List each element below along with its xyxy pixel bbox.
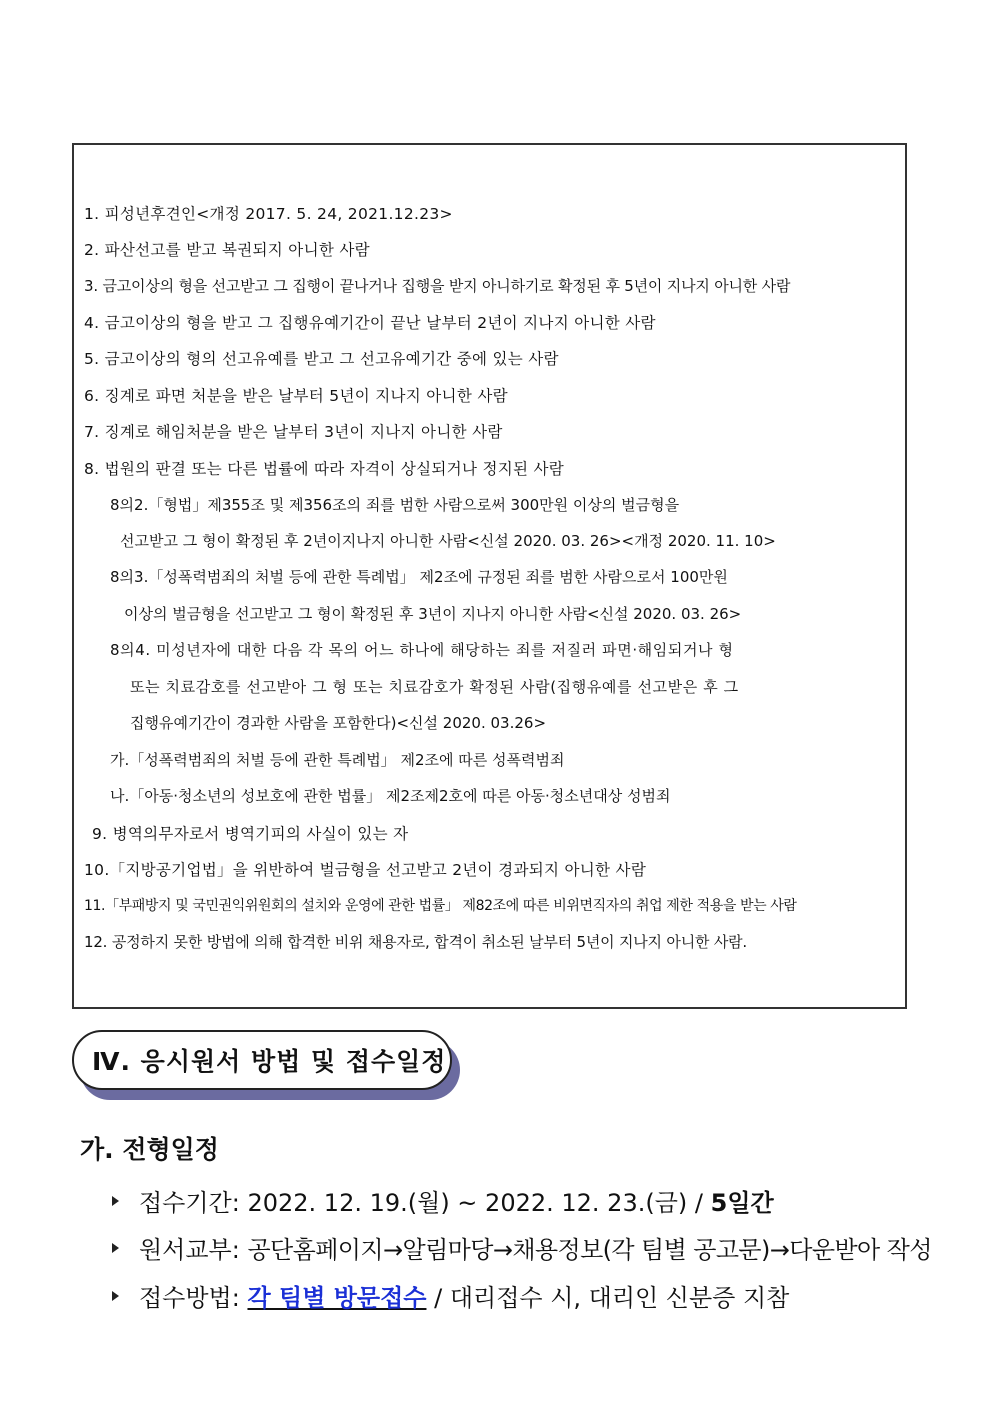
box-line-10: 10.「지방공기업법」을 위반하여 벌금형을 선고받고 2년이 경과되지 아니한 사람 <box>84 861 647 879</box>
heading-pill <box>72 1030 452 1090</box>
box-line-12: 12. 공정하지 못한 방법에 의해 합격한 비위 채용자로, 합격이 취소된 날부터 5년이 지나지 아니한 사람. <box>84 933 748 951</box>
bullet-reception-period <box>112 1183 774 1218</box>
triangle-bullet-icon <box>112 1196 119 1206</box>
bullet-bold: 5일간 <box>710 1189 774 1217</box>
box-line-3: 3. 금고이상의 형을 선고받고 그 집행이 끝나거나 집행을 받지 아니하기로 확정된 후 5년이 지나지 아니한 사람 <box>84 277 791 295</box>
bullet-highlight: 각 팀별 방문접수 <box>247 1284 427 1312</box>
box-line-8-2a: 8의2.「형법」제355조 및 제356조의 죄를 범한 사람으로써 300만원 이상의 벌금형을 <box>110 496 680 514</box>
box-line-11: 11.「부패방지 및 국민권익위원회의 설치와 운영에 관한 법률」 제82조에 따른 비위면직자의 취업 제한 적용을 받는 사람 <box>84 898 797 914</box>
bullet-text: 공단홈페이지→알림마당→채용정보(각 팀별 공고문)→다운받아 작성 <box>247 1236 932 1264</box>
box-line-8: 8. 법원의 판결 또는 다른 법률에 따라 자격이 상실되거나 정지된 사람 <box>84 460 565 478</box>
box-line-8-2b: 선고받고 그 형이 확정된 후 2년이지나지 아니한 사람<신설 2020. 03. 26><개정 2020. 11. 10> <box>120 532 776 550</box>
box-line-9: 9. 병역의무자로서 병역기피의 사실이 있는 자 <box>92 825 409 843</box>
bullet-text: / 대리접수 시, 대리인 신분증 지참 <box>434 1284 790 1312</box>
box-line-8-4b: 또는 치료감호를 선고받아 그 형 또는 치료감호가 확정된 사람(집행유예를 선고받은 후 그 <box>130 678 739 696</box>
disqualification-box <box>72 143 907 1009</box>
bullet-label: 접수기간: <box>139 1189 240 1217</box>
bullet-label: 접수방법: <box>139 1284 240 1312</box>
section-heading-text: Ⅳ. 응시원서 방법 및 접수일정 <box>92 1047 447 1076</box>
bullet-application-form <box>112 1230 932 1265</box>
subheading: 가. 전형일정 <box>80 1135 219 1164</box>
box-line-7: 7. 징계로 해임처분을 받은 날부터 3년이 지나지 아니한 사람 <box>84 423 503 441</box>
bullet-label: 원서교부: <box>139 1236 240 1264</box>
triangle-bullet-icon <box>112 1243 119 1253</box>
box-line-8-3b: 이상의 벌금형을 선고받고 그 형이 확정된 후 3년이 지나지 아니한 사람<신설 2020. 03. 26> <box>124 605 742 623</box>
box-line-5: 5. 금고이상의 형의 선고유예를 받고 그 선고유예기간 중에 있는 사람 <box>84 350 559 368</box>
bullet-text: 2022. 12. 19.(월) ~ 2022. 12. 23.(금) / <box>247 1189 703 1217</box>
box-line-1: 1. 피성년후견인<개정 2017. 5. 24, 2021.12.23> <box>84 205 453 223</box>
section-heading <box>72 1030 464 1108</box>
box-line-6: 6. 징계로 파면 처분을 받은 날부터 5년이 지나지 아니한 사람 <box>84 387 508 405</box>
box-line-8-4c: 집행유예기간이 경과한 사람을 포함한다)<신설 2020. 03.26> <box>130 714 547 732</box>
box-line-8-4a: 8의4. 미성년자에 대한 다음 각 목의 어느 하나에 해당하는 죄를 저질러 파면·해임되거나 형 <box>110 641 734 659</box>
box-line-2: 2. 파산선고를 받고 복권되지 아니한 사람 <box>84 241 370 259</box>
box-line-8-3a: 8의3.「성폭력범죄의 처벌 등에 관한 특례법」 제2조에 규정된 죄를 범한 사람으로서 100만원 <box>110 568 728 586</box>
bullet-reception-method <box>112 1278 789 1313</box>
box-line-4: 4. 금고이상의 형을 받고 그 집행유예기간이 끝난 날부터 2년이 지나지 아니한 사람 <box>84 314 656 332</box>
box-line-ga: 가.「성폭력범죄의 처벌 등에 관한 특례법」 제2조에 따른 성폭력범죄 <box>110 751 565 769</box>
triangle-bullet-icon <box>112 1291 119 1301</box>
box-line-na: 나.「아동·청소년의 성보호에 관한 법률」 제2조제2호에 따른 아동·청소년대상 성범죄 <box>110 787 671 805</box>
